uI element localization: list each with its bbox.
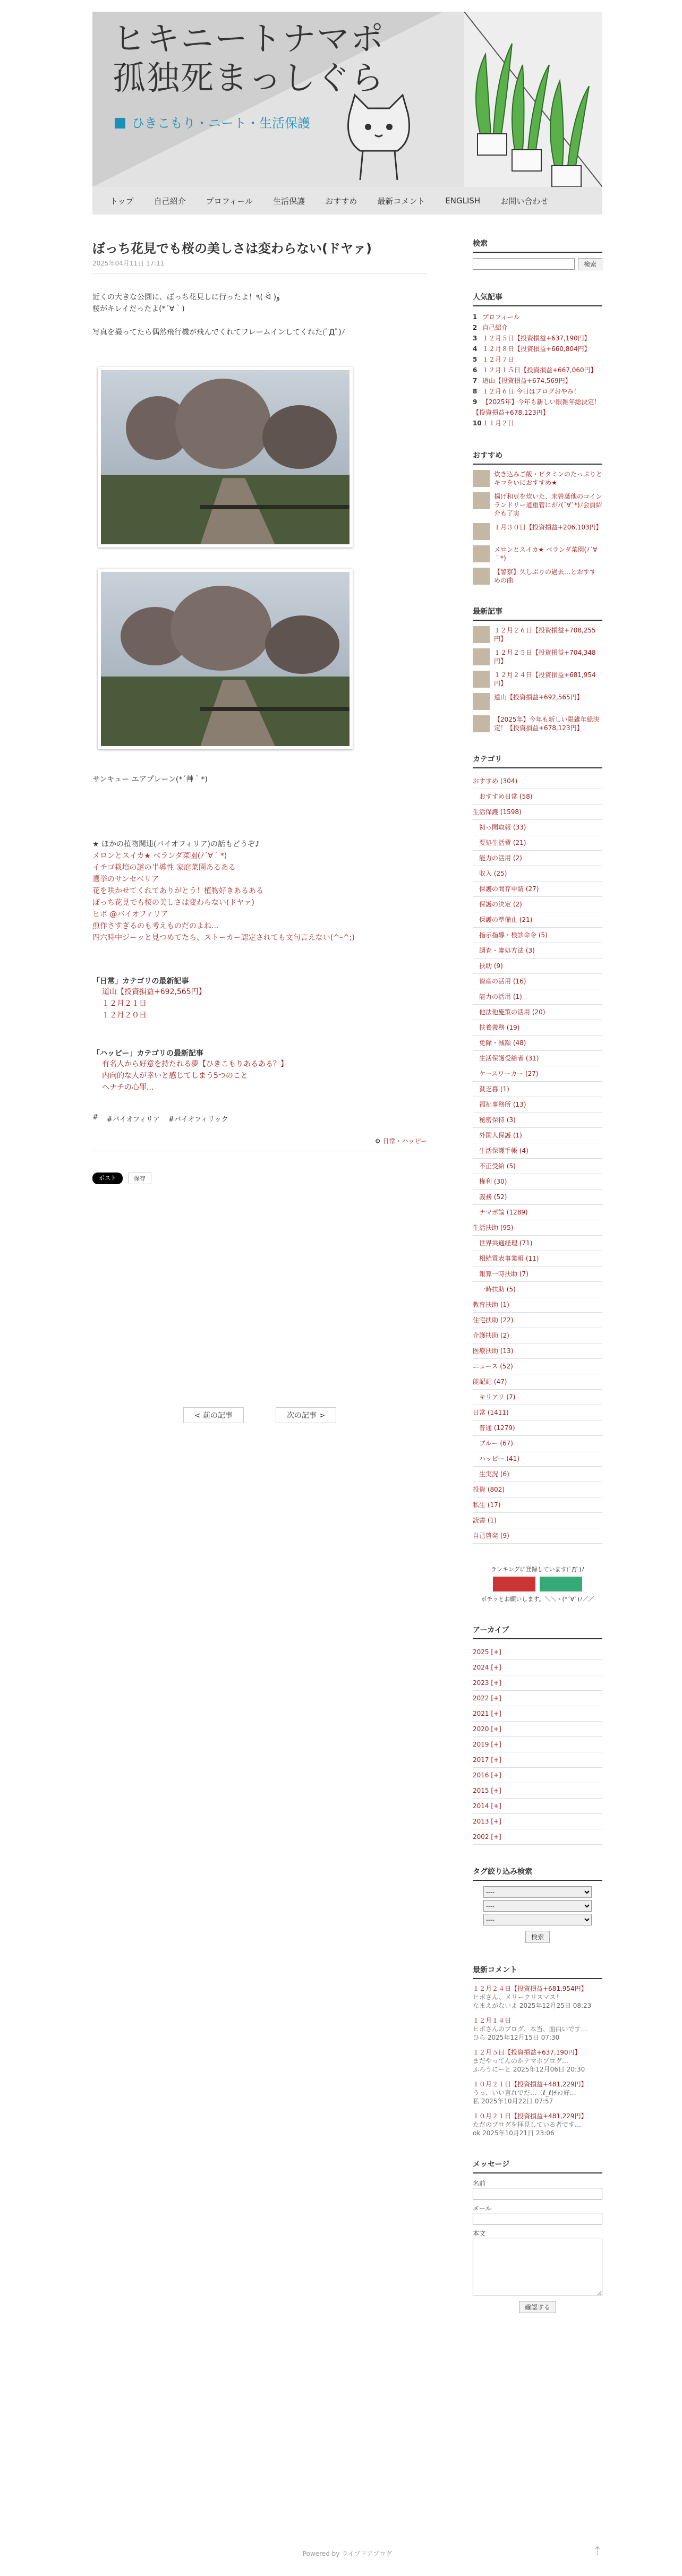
message-section [473, 2159, 602, 2313]
related-links [92, 838, 427, 944]
popular-item[interactable]: 2 自己紹介 [473, 324, 508, 331]
popular-item[interactable]: 5 １２月７日 [473, 356, 515, 363]
category-item[interactable]: 生活保護受給者 (31) [473, 1051, 602, 1066]
archive-list [473, 1645, 602, 1845]
category-item[interactable]: 調査・審処方法 (3) [473, 943, 602, 958]
category-item[interactable]: 自己啓発 (9) [473, 1528, 602, 1544]
next-post-button[interactable]: 次の記事 > [276, 1407, 336, 1423]
popular-item[interactable]: 1 プロフィール [473, 313, 520, 321]
popular-item[interactable]: 8 １２月６日 今日はブログおやみ！ [473, 388, 580, 395]
archive-item[interactable]: 2024 [+] [473, 1660, 602, 1675]
name-field[interactable] [473, 2188, 602, 2200]
category-item[interactable]: 不正受給 (5) [473, 1159, 602, 1174]
back-to-top-icon[interactable]: ⇡ [592, 2545, 602, 2558]
category-list [473, 774, 602, 1544]
category-item[interactable]: 普通 (1279) [473, 1420, 602, 1436]
category-latest-item[interactable]: 内向的な人が幸いと感じてしまう5つのこと [102, 1072, 248, 1080]
category-title: カテゴリ [473, 754, 602, 768]
latest-section [473, 606, 602, 732]
archive-item[interactable]: 2023 [+] [473, 1675, 602, 1691]
category-item[interactable]: 世界共通経理 (71) [473, 1236, 602, 1251]
archive-item[interactable]: 2016 [+] [473, 1768, 602, 1783]
category-item[interactable]: おすすめ日常 (58) [473, 789, 602, 805]
nav-top[interactable]: トップ [110, 196, 134, 206]
confirm-button[interactable]: 確認する [519, 2301, 556, 2313]
category-item[interactable]: 資産の活用 (16) [473, 974, 602, 989]
category-item[interactable]: 医療扶助 (13) [473, 1343, 602, 1359]
archive-item[interactable]: 2021 [+] [473, 1706, 602, 1722]
recommend-item[interactable]: 炊き込みご飯・ビタミンのたっぷりとキコをいにおすすめ★ [473, 470, 602, 487]
category-item[interactable]: 生活扶助 (95) [473, 1220, 602, 1236]
ranking-banner-2[interactable] [540, 1577, 582, 1591]
recommend-section [473, 450, 602, 585]
archive-section [473, 1624, 602, 1845]
tag-search-section [473, 1866, 602, 1943]
tag-select-3[interactable] [483, 1914, 592, 1925]
search-section [473, 238, 602, 270]
nav-about[interactable]: 自己紹介 [154, 196, 186, 206]
comment-item[interactable]: １０月２１日【投資損益+481,229円】 ただのブログを拝見している者です… ok 2025年10月21日 23:06 [473, 2112, 587, 2137]
category-item[interactable]: 指示指導・検診命令 (5) [473, 928, 602, 943]
prev-post-button[interactable]: < 前の記事 [183, 1407, 244, 1423]
body-label: 本文 [473, 2230, 486, 2237]
comments-section [473, 1964, 602, 2137]
category-item[interactable]: 投資 (802) [473, 1482, 602, 1497]
archive-item[interactable]: 2017 [+] [473, 1752, 602, 1768]
category-item[interactable]: 教育扶助 (1) [473, 1297, 602, 1313]
latest-title: 最新記事 [473, 606, 602, 621]
related-link[interactable]: 四六時中ジーッと見つめてたら、ストーカー認定されても文句言えない(^ｰ^;) [92, 934, 355, 942]
category-latest-item[interactable]: １２月２０日 [102, 1011, 147, 1020]
category-item[interactable]: 扶助 (9) [473, 958, 602, 974]
mail-field[interactable] [473, 2213, 602, 2224]
category-section [473, 754, 602, 1544]
name-label: 名前 [473, 2180, 486, 2187]
recommend-item[interactable]: 揚げ和豆を炊いた、未曾葉他のコインランドリー道重管にがﾉ(´∀`*)ﾉ会員紹介も了実 [473, 492, 602, 518]
category-latest-item[interactable]: ヘナチの心罪... [102, 1083, 154, 1092]
category-item[interactable]: 生活保護手帳 (4) [473, 1143, 602, 1159]
ranking-banner-1[interactable] [493, 1577, 535, 1591]
popular-item[interactable]: 7 道山【投資損益+674,569円】 [473, 377, 572, 384]
category-item[interactable]: 福祉事務所 (13) [473, 1097, 602, 1112]
post-paragraph: サンキュー エアプレーン(*´艸｀*) [92, 775, 208, 784]
category-item[interactable]: 保護の準備止 (21) [473, 912, 602, 928]
category-latest-head-daily: 「日常」カテゴリの最新記事 [92, 977, 189, 986]
ranking-section [473, 1565, 602, 1603]
comment-item[interactable]: １２月２４日【投資損益+681,954円】 ヒボさん、メリークリスマス！ なまえがないよ 2025年12月25日 08:23 [473, 1985, 592, 2009]
post-title[interactable]: ぼっち花見でも桜の美しさは変わらない(ドヤァ) [92, 241, 372, 256]
tag-icon: # [92, 1114, 98, 1122]
tag-link[interactable]: #バイオフィリア [106, 1116, 160, 1124]
category-item[interactable]: 能力の活用 (1) [473, 989, 602, 1005]
cat-icon [339, 92, 419, 183]
folder-icon: ⚙ [374, 1137, 383, 1145]
archive-item[interactable]: 2022 [+] [473, 1691, 602, 1706]
post-body [92, 292, 427, 785]
category-item[interactable]: 貧乏暮 (1) [473, 1082, 602, 1097]
latest-item[interactable]: 道山【投資損益+692,565円】 [473, 693, 602, 710]
site-header[interactable] [92, 12, 602, 187]
latest-item[interactable]: １２月２４日【投資損益+681,954円】 [473, 671, 602, 688]
category-item[interactable]: 他法他施策の活用 (20) [473, 1005, 602, 1020]
recommend-title: おすすめ [473, 450, 602, 465]
thumbnail [473, 470, 490, 487]
footer-text[interactable]: Powered by ライブドアブログ [302, 2550, 393, 2557]
category-item[interactable]: 権利 (30) [473, 1174, 602, 1189]
category-latest-item[interactable]: 道山【投資損益+692,565円】 [102, 988, 206, 996]
ranking-text-2: ポチッとお願いします。＼＼ヽ(*´∀`)ﾉ／／ [481, 1596, 594, 1603]
tag-list [92, 1114, 427, 1124]
nav-recommend[interactable]: おすすめ [325, 196, 357, 206]
related-link[interactable]: 煎作さすぎるのも考えものだのよね... [92, 922, 219, 930]
popular-item[interactable]: 9 【2025年】今年も新しい限雑年総決定！【投資損益+678,123円】 [473, 398, 601, 416]
category-item[interactable]: 初っ聞取報 (33) [473, 820, 602, 835]
thumbnail [473, 568, 490, 585]
recommend-item[interactable]: 【警察】久しぶりの過去…とおすすめの曲 [473, 568, 602, 585]
related-link[interactable]: メロンとスイカ★ ベランダ菜園(ﾉ´∀｀*) [92, 852, 227, 860]
category-item[interactable]: 一時扶助 (5) [473, 1282, 602, 1297]
post-paragraph: 近くの大きな公園に、ぼっち花見しに行ったよ！٩( ᐛ )و [92, 293, 280, 302]
category-item[interactable]: 住宅扶助 (22) [473, 1313, 602, 1328]
thumbnail [473, 545, 490, 562]
related-link[interactable]: ヒボ @バイオフィリア [92, 910, 168, 919]
post-category-link[interactable]: 日常・ハッピー [382, 1137, 427, 1145]
tag-search-title: タグ絞り込み検索 [473, 1866, 602, 1881]
category-item[interactable]: 義務 (52) [473, 1189, 602, 1205]
x-post-button[interactable]: ポスト [92, 1173, 123, 1184]
category-item[interactable]: 秘密保持 (3) [473, 1112, 602, 1128]
category-item[interactable]: 扶養義務 (19) [473, 1020, 602, 1035]
related-link[interactable]: 選挙のサンセベリア [92, 875, 159, 884]
category-item[interactable]: 要処生活費 (21) [473, 835, 602, 851]
category-item[interactable]: 能力の活用 (2) [473, 851, 602, 866]
category-item[interactable]: おすすめ (304) [473, 774, 602, 789]
tag-search-button[interactable]: 検索 [525, 1931, 550, 1943]
category-item[interactable]: 生活保護 (1598) [473, 805, 602, 820]
category-item[interactable]: 収入 (25) [473, 866, 602, 882]
photo-sakura-2[interactable] [98, 569, 353, 749]
category-item[interactable]: 保護の間存申請 (27) [473, 882, 602, 897]
thumbnail [473, 648, 490, 665]
category-item[interactable]: ナマポ論 (1289) [473, 1205, 602, 1220]
tag-select-1[interactable] [483, 1886, 592, 1898]
thumbnail [473, 693, 490, 710]
popular-title: 人気記事 [473, 292, 602, 306]
category-item[interactable]: 報算一時扶助 (7) [473, 1266, 602, 1282]
save-button[interactable]: 保存 [128, 1173, 151, 1184]
comment-item[interactable]: １２月１４日 ヒボさんのブログ、本当、面白いです… ひら 2025年12月15日 07:30 [473, 2017, 587, 2041]
comments-title: 最新コメント [473, 1964, 602, 1979]
plants-icon [464, 12, 602, 187]
archive-item[interactable]: 2013 [+] [473, 1814, 602, 1829]
category-latest-item[interactable]: 有名人から好意を持たれる夢【ひきこもりあるある？】 [102, 1060, 288, 1068]
search-title: 検索 [473, 238, 602, 253]
related-links-head: ★ ほかの植物関連(バイオフィリア)の話もどうぞ♪ [92, 840, 260, 849]
popular-item[interactable]: 4 １２月８日【投資損益+660,804円】 [473, 345, 591, 353]
search-input[interactable] [473, 258, 575, 270]
thumbnail [473, 523, 490, 540]
nav-profile[interactable]: プロフィール [206, 196, 253, 206]
archive-title: アーカイブ [473, 1624, 602, 1639]
popular-item[interactable]: 3 １２月５日【投資損益+637,190円】 [473, 335, 591, 342]
archive-item[interactable]: 2025 [+] [473, 1645, 602, 1660]
tag-select-2[interactable] [483, 1900, 592, 1912]
nav-english[interactable]: ENGLISH [445, 196, 481, 206]
category-item[interactable]: 読書 (1) [473, 1513, 602, 1528]
article [92, 238, 427, 1184]
share-buttons [92, 1173, 427, 1184]
popular-item[interactable]: 6 １２月１５日【投資損益+667,060円】 [473, 366, 597, 374]
category-item[interactable]: ニュース (52) [473, 1359, 602, 1374]
ranking-text: ランキングに登録しています(ﾟДﾟ)ﾉ [490, 1566, 585, 1573]
message-body-field[interactable] [473, 2238, 602, 2296]
thumbnail [473, 492, 490, 509]
global-nav [92, 187, 602, 215]
nav-welfare[interactable]: 生活保護 [273, 196, 305, 206]
category-item[interactable]: 保護の決定 (2) [473, 897, 602, 912]
pager [92, 1407, 427, 1423]
site-title-line2[interactable]: 孤独死まっしぐら [113, 58, 385, 97]
post-date: 2025年04月11日 17:11 [92, 259, 427, 273]
tag-link[interactable]: #バイオフィリック [168, 1116, 228, 1124]
popular-section [473, 292, 602, 429]
category-item[interactable]: 免除・減額 (48) [473, 1035, 602, 1051]
related-link[interactable]: ぼっち花見でも桜の美しさは変わらない(ドヤァ) [92, 898, 254, 907]
comment-item[interactable]: １２月５日【投資損益+637,190円】 まだやってんのかナマポブログ… ふろうにーと 2025年12月06日 20:30 [473, 2049, 585, 2073]
thumbnail [473, 715, 490, 732]
post-category [92, 1136, 427, 1151]
category-item[interactable]: 私生 (17) [473, 1497, 602, 1513]
category-item[interactable]: ケースワーカー (27) [473, 1066, 602, 1082]
thumbnail [473, 671, 490, 688]
archive-item[interactable]: 2014 [+] [473, 1799, 602, 1814]
latest-item[interactable]: 【2025年】今年も新しい限雑年総決定！【投資損益+678,123円】 [473, 715, 602, 732]
popular-item[interactable]: 10１１月２日 [473, 420, 515, 427]
site-title-line1[interactable]: ヒキニートナマポ [113, 19, 385, 58]
archive-item[interactable]: 2020 [+] [473, 1722, 602, 1737]
nav-contact[interactable]: お問い合わせ [500, 196, 549, 206]
category-item[interactable]: ハッピー (41) [473, 1451, 602, 1467]
thumbnail [473, 626, 490, 643]
site-title[interactable] [113, 19, 385, 98]
category-latest-item[interactable]: １２月２１日 [102, 999, 147, 1008]
category-latest-head-happy: 「ハッピー」カテゴリの最新記事 [92, 1049, 203, 1058]
category-item[interactable]: 生実況 (6) [473, 1467, 602, 1482]
footer [92, 2545, 602, 2558]
site-subtitle: ひきこもり・ニート・生活保護 [115, 113, 310, 131]
post-paragraph: 写真を撮ってたら偶然飛行機が飛んでくれてフレームインしてくれた(ﾟДﾟ)ﾉ [92, 328, 345, 337]
photo-sakura-1[interactable] [98, 367, 353, 547]
latest-item[interactable]: １２月２６日【投資損益+708,255円】 [473, 626, 602, 643]
message-title: メッセージ [473, 2159, 602, 2173]
archive-item[interactable]: 2019 [+] [473, 1737, 602, 1752]
category-item[interactable]: キリアリ (7) [473, 1390, 602, 1405]
category-item[interactable]: 能記記 (47) [473, 1374, 602, 1390]
category-item[interactable]: ブルー (67) [473, 1436, 602, 1451]
mail-label: メール [473, 2205, 492, 2212]
related-link[interactable]: 花を咲かせてくれてありがとう！植物好きあるある [92, 887, 263, 895]
category-item[interactable]: 日常 (1411) [473, 1405, 602, 1420]
nav-latest-comments[interactable]: 最新コメント [377, 196, 425, 206]
latest-item[interactable]: １２月２５日【投資損益+704,348円】 [473, 648, 602, 665]
category-item[interactable]: 介護扶助 (2) [473, 1328, 602, 1343]
related-link[interactable]: イチゴ栽培の謎の半導性 家庭菜園あるある [92, 863, 236, 872]
category-item[interactable]: 外国人保護 (1) [473, 1128, 602, 1143]
archive-item[interactable]: 2002 [+] [473, 1829, 602, 1845]
category-item[interactable]: 相続質表事業報 (11) [473, 1251, 602, 1266]
archive-item[interactable]: 2015 [+] [473, 1783, 602, 1799]
recommend-item[interactable]: １月３０日【投資損益+206,103円】 [473, 523, 602, 540]
comment-item[interactable]: １０月２１日【投資損益+481,229円】 うっ、いい言れでだ…（ℓ_ℓ)ﾁｬﾝ好… 私 2025年10月22日 07:57 [473, 2081, 587, 2105]
recommend-item[interactable]: メロンとスイカ★ ベランダ菜園(ﾉ´∀｀*) [473, 545, 602, 562]
search-button[interactable]: 検索 [578, 258, 602, 270]
post-paragraph: 桜がキレイだったよ(*´∀｀) [92, 305, 185, 313]
sidebar [473, 238, 602, 2334]
